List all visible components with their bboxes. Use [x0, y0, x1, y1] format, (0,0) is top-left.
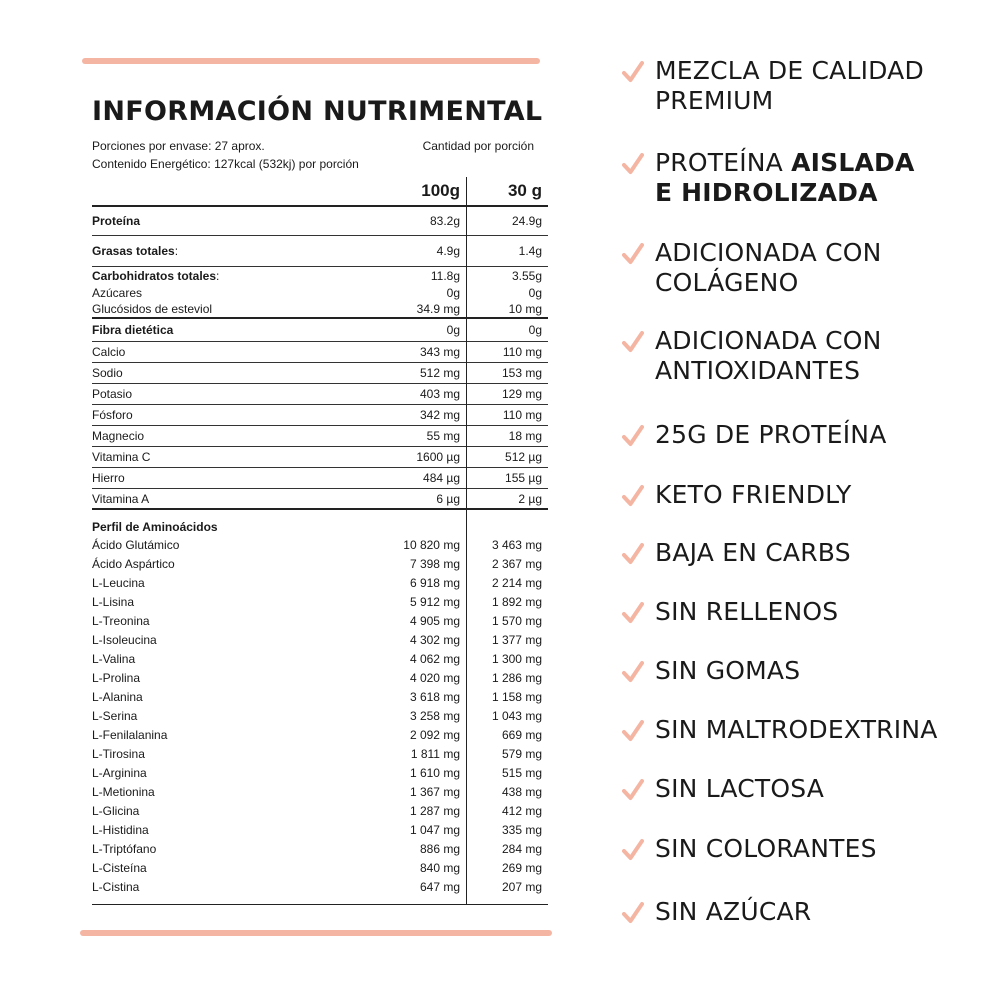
nutrient-name-l-triptofano: L-Triptófano — [92, 841, 157, 856]
feature-item — [622, 656, 800, 688]
energy-content: Contenido Energético: 127kcal (532kj) por porción — [92, 157, 359, 171]
value-per-serving: 10 mg — [508, 301, 542, 316]
nutrient-name-fosforo: Fósforo — [92, 408, 133, 422]
table-row — [92, 820, 548, 839]
value-per-serving: 2 214 mg — [491, 575, 542, 590]
value-per-100g: 4 062 mg — [409, 651, 460, 666]
feature-text — [655, 656, 800, 686]
table-row — [92, 877, 548, 896]
value-per-100g: 4.9g — [436, 244, 460, 258]
nutrient-name-grasas-totales: Grasas totales : — [92, 244, 179, 258]
nutrient-name-l-tirosina: L-Tirosina — [92, 746, 145, 761]
value-per-100g: 1600 µg — [416, 450, 460, 464]
feature-text — [655, 538, 851, 568]
top-accent-divider — [82, 58, 540, 64]
value-per-100g: 4 302 mg — [409, 632, 460, 647]
feature-item — [622, 148, 915, 208]
value-per-serving: 24.9g — [511, 214, 542, 228]
nutrient-name-carbohidratos-totales: Carbohidratos totales : — [92, 269, 220, 283]
feature-line-1: SIN LACTOSA — [655, 774, 825, 803]
feature-line-1 — [655, 148, 915, 178]
feature-line-1: SIN AZÚCAR — [655, 897, 812, 926]
value-per-100g: 4 020 mg — [409, 670, 460, 685]
value-per-serving: 153 mg — [501, 366, 542, 380]
value-per-serving: 512 µg — [505, 450, 542, 464]
value-per-serving: 1 300 mg — [491, 651, 542, 666]
column-divider — [466, 177, 467, 905]
table-row — [92, 405, 548, 426]
nutrient-name-l-isoleucina: L-Isoleucina — [92, 632, 157, 647]
feature-text — [655, 420, 887, 450]
feature-text — [655, 148, 915, 208]
table-row — [92, 744, 548, 763]
value-per-100g: 1 047 mg — [409, 822, 460, 837]
feature-item — [622, 715, 938, 747]
feature-item — [622, 238, 882, 298]
table-row — [92, 611, 548, 630]
table-row — [92, 858, 548, 877]
value-per-serving: 1 158 mg — [491, 689, 542, 704]
checkmark-icon — [622, 240, 644, 270]
value-per-serving: 335 mg — [501, 822, 542, 837]
nutrient-name-vitamina-a: Vitamina A — [92, 491, 150, 506]
value-per-100g: 10 820 mg — [403, 537, 460, 552]
nutrient-name-l-cisteina: L-Cisteína — [92, 860, 147, 875]
feature-line-1: BAJA EN CARBS — [655, 538, 851, 567]
col-header-30g: 30 g — [507, 181, 542, 200]
feature-item — [622, 834, 877, 866]
value-per-serving: 284 mg — [501, 841, 542, 856]
value-per-serving: 579 mg — [501, 746, 542, 761]
value-per-100g: 6 918 mg — [409, 575, 460, 590]
nutrient-name-glucosidos-de-esteviol: Glucósidos de esteviol — [92, 301, 213, 316]
nutrient-name-l-treonina: L-Treonina — [92, 613, 150, 628]
feature-line-1: SIN GOMAS — [655, 656, 801, 685]
table-header — [92, 177, 548, 207]
table-row — [92, 468, 548, 489]
nutrient-rows — [92, 207, 548, 510]
value-per-100g: 484 µg — [423, 471, 460, 485]
feature-text — [655, 326, 882, 386]
feature-line-2: PREMIUM — [655, 86, 774, 115]
table-bottom-rule — [92, 896, 548, 905]
feature-item — [622, 326, 882, 386]
nutrient-name-l-glicina: L-Glicina — [92, 803, 140, 818]
value-per-100g: 11.8g — [430, 269, 460, 283]
feature-item — [622, 420, 887, 452]
value-per-100g: 83.2g — [429, 214, 460, 228]
table-row — [92, 592, 548, 611]
value-per-100g: 4 905 mg — [409, 613, 460, 628]
nutrient-name-l-arginina: L-Arginina — [92, 765, 147, 780]
table-row — [92, 207, 548, 236]
value-per-serving: 2 µg — [518, 491, 542, 506]
nutrition-title: INFORMACIÓN NUTRIMENTAL — [92, 96, 543, 127]
feature-line-1: SIN MALTRODEXTRINA — [655, 715, 938, 744]
nutrient-name-potasio: Potasio — [92, 387, 133, 401]
table-row — [92, 706, 548, 725]
table-row — [92, 236, 548, 267]
feature-text-regular: PROTEÍNA — [655, 148, 792, 177]
nutrient-name-fibra-dietetica: Fibra dietética — [92, 323, 174, 337]
nutrient-name-l-lisina: L-Lisina — [92, 594, 135, 609]
table-row — [92, 447, 548, 468]
table-row — [92, 426, 548, 447]
value-per-serving: 412 mg — [501, 803, 542, 818]
nutrient-name-l-alanina: L-Alanina — [92, 689, 143, 704]
value-per-serving: 207 mg — [501, 879, 542, 894]
checkmark-icon — [622, 328, 644, 358]
table-row — [92, 573, 548, 592]
table-row — [92, 801, 548, 820]
table-row — [92, 285, 548, 300]
servings-per-container: Porciones por envase: 27 aprox. — [92, 139, 265, 153]
checkmark-icon — [622, 150, 644, 180]
value-per-100g: 34.9 mg — [416, 301, 460, 316]
nutrient-name-l-valina: L-Valina — [92, 651, 136, 666]
value-per-100g: 1 287 mg — [409, 803, 460, 818]
table-row — [92, 384, 548, 405]
value-per-serving: 110 mg — [502, 345, 542, 359]
value-per-serving: 110 mg — [502, 408, 542, 422]
checkmark-icon — [622, 717, 644, 747]
nutrient-name-sodio: Sodio — [92, 366, 123, 380]
feature-line-1: SIN RELLENOS — [655, 597, 839, 626]
feature-text — [655, 56, 924, 116]
value-per-100g: 7 398 mg — [409, 556, 460, 571]
feature-text-bold: AISLADA — [791, 148, 915, 177]
value-per-serving: 1 043 mg — [491, 708, 542, 723]
value-per-100g: 3 618 mg — [409, 689, 460, 704]
value-per-serving: 438 mg — [501, 784, 542, 799]
value-per-serving: 1 570 mg — [491, 613, 542, 628]
table-row — [92, 342, 548, 363]
nutrient-name-l-fenilalanina: L-Fenilalanina — [92, 727, 168, 742]
feature-text — [655, 597, 838, 627]
value-per-serving: 1.4g — [518, 244, 542, 258]
nutrient-name-l-cistina: L-Cistina — [92, 879, 140, 894]
feature-item — [622, 56, 924, 116]
value-per-serving: 155 µg — [505, 471, 542, 485]
feature-text — [655, 715, 938, 745]
amino-acid-profile — [92, 510, 548, 896]
value-per-100g: 5 912 mg — [409, 594, 460, 609]
value-per-100g: 3 258 mg — [409, 708, 460, 723]
table-row — [92, 687, 548, 706]
value-per-100g: 343 mg — [419, 345, 460, 359]
value-per-serving: 269 mg — [501, 860, 542, 875]
feature-line-2: COLÁGENO — [655, 268, 799, 297]
value-per-serving: 515 mg — [501, 765, 542, 780]
nutrient-name-vitamina-c: Vitamina C — [92, 450, 151, 464]
table-row — [92, 763, 548, 782]
table-row — [92, 668, 548, 687]
nutrient-name-hierro: Hierro — [92, 471, 125, 485]
value-per-serving: 669 mg — [501, 727, 542, 742]
nutrient-name-calcio: Calcio — [92, 345, 126, 359]
checkmark-icon — [622, 776, 644, 806]
feature-line-1: 25G DE PROTEÍNA — [655, 420, 887, 449]
nutrient-name-proteina: Proteína — [92, 214, 141, 228]
feature-text — [655, 480, 851, 510]
feature-item — [622, 480, 851, 512]
value-per-100g: 647 mg — [419, 879, 460, 894]
table-row — [92, 535, 548, 554]
value-per-100g: 6 µg — [436, 491, 460, 506]
col-header-100g: 100g — [421, 181, 460, 200]
checkmark-icon — [622, 658, 644, 688]
value-per-serving: 1 892 mg — [491, 594, 542, 609]
bottom-accent-divider — [80, 930, 552, 936]
feature-item — [622, 538, 851, 570]
value-per-100g: 403 mg — [419, 387, 460, 401]
value-per-100g: 886 mg — [419, 841, 460, 856]
feature-line-2: E HIDROLIZADA — [655, 178, 878, 207]
value-per-100g: 2 092 mg — [409, 727, 460, 742]
checkmark-icon — [622, 422, 644, 452]
value-per-100g: 1 610 mg — [409, 765, 460, 780]
feature-text — [655, 897, 811, 927]
value-per-serving: 18 mg — [508, 429, 542, 443]
feature-line-1: SIN COLORANTES — [655, 834, 877, 863]
nutrient-name-azucares: Azúcares — [92, 285, 143, 300]
value-per-serving: 2 367 mg — [491, 556, 542, 571]
value-per-100g: 0g — [446, 323, 460, 337]
nutrient-name-acido-aspartico: Ácido Aspártico — [92, 556, 175, 571]
table-row — [92, 839, 548, 858]
value-per-100g: 840 mg — [419, 860, 460, 875]
feature-line-1: KETO FRIENDLY — [655, 480, 852, 509]
nutrition-table — [92, 177, 548, 905]
feature-text — [655, 238, 882, 298]
checkmark-icon — [622, 58, 644, 88]
table-row — [92, 267, 548, 285]
checkmark-icon — [622, 899, 644, 929]
nutrient-name-l-serina: L-Serina — [92, 708, 138, 723]
value-per-100g: 1 811 mg — [410, 746, 460, 761]
value-per-serving: 3.55g — [511, 269, 542, 283]
table-row — [92, 630, 548, 649]
feature-line-2: ANTIOXIDANTES — [655, 356, 861, 385]
nutrient-name-l-histidina: L-Histidina — [92, 822, 149, 837]
nutrient-name-l-leucina: L-Leucina — [92, 575, 145, 590]
checkmark-icon — [622, 836, 644, 866]
feature-text — [655, 774, 824, 804]
table-row — [92, 300, 548, 319]
amino-profile-title: Perfil de Aminoácidos — [92, 520, 218, 534]
feature-item — [622, 597, 838, 629]
feature-line-1: MEZCLA DE CALIDAD — [655, 56, 924, 85]
feature-item — [622, 897, 811, 929]
value-per-100g: 55 mg — [426, 429, 460, 443]
nutrient-name-l-metionina: L-Metionina — [92, 784, 155, 799]
value-per-100g: 1 367 mg — [409, 784, 460, 799]
table-row — [92, 489, 548, 510]
table-row — [92, 554, 548, 573]
checkmark-icon — [622, 540, 644, 570]
value-per-serving: 1 286 mg — [491, 670, 542, 685]
value-per-serving: 0g — [528, 285, 542, 300]
checkmark-icon — [622, 599, 644, 629]
value-per-100g: 512 mg — [419, 366, 460, 380]
value-per-100g: 342 mg — [419, 408, 460, 422]
amount-per-serving-label: Cantidad por porción — [422, 139, 534, 153]
value-per-serving: 0g — [528, 323, 542, 337]
serving-info — [92, 137, 548, 173]
checkmark-icon — [622, 482, 644, 512]
feature-item — [622, 774, 824, 806]
nutrition-facts-panel — [92, 96, 548, 905]
table-row — [92, 725, 548, 744]
value-per-serving: 129 mg — [501, 387, 542, 401]
nutrient-name-l-prolina: L-Prolina — [92, 670, 141, 685]
feature-line-1: ADICIONADA CON — [655, 326, 882, 355]
table-row — [92, 782, 548, 801]
nutrient-name-magnecio: Magnecio — [92, 429, 145, 443]
table-row — [92, 319, 548, 342]
value-per-serving: 3 463 mg — [491, 537, 542, 552]
value-per-100g: 0g — [446, 285, 460, 300]
feature-text — [655, 834, 877, 864]
nutrient-name-acido-glutamico: Ácido Glutámico — [92, 537, 180, 552]
table-row — [92, 363, 548, 384]
table-row — [92, 649, 548, 668]
value-per-serving: 1 377 mg — [491, 632, 542, 647]
feature-line-1: ADICIONADA CON — [655, 238, 882, 267]
